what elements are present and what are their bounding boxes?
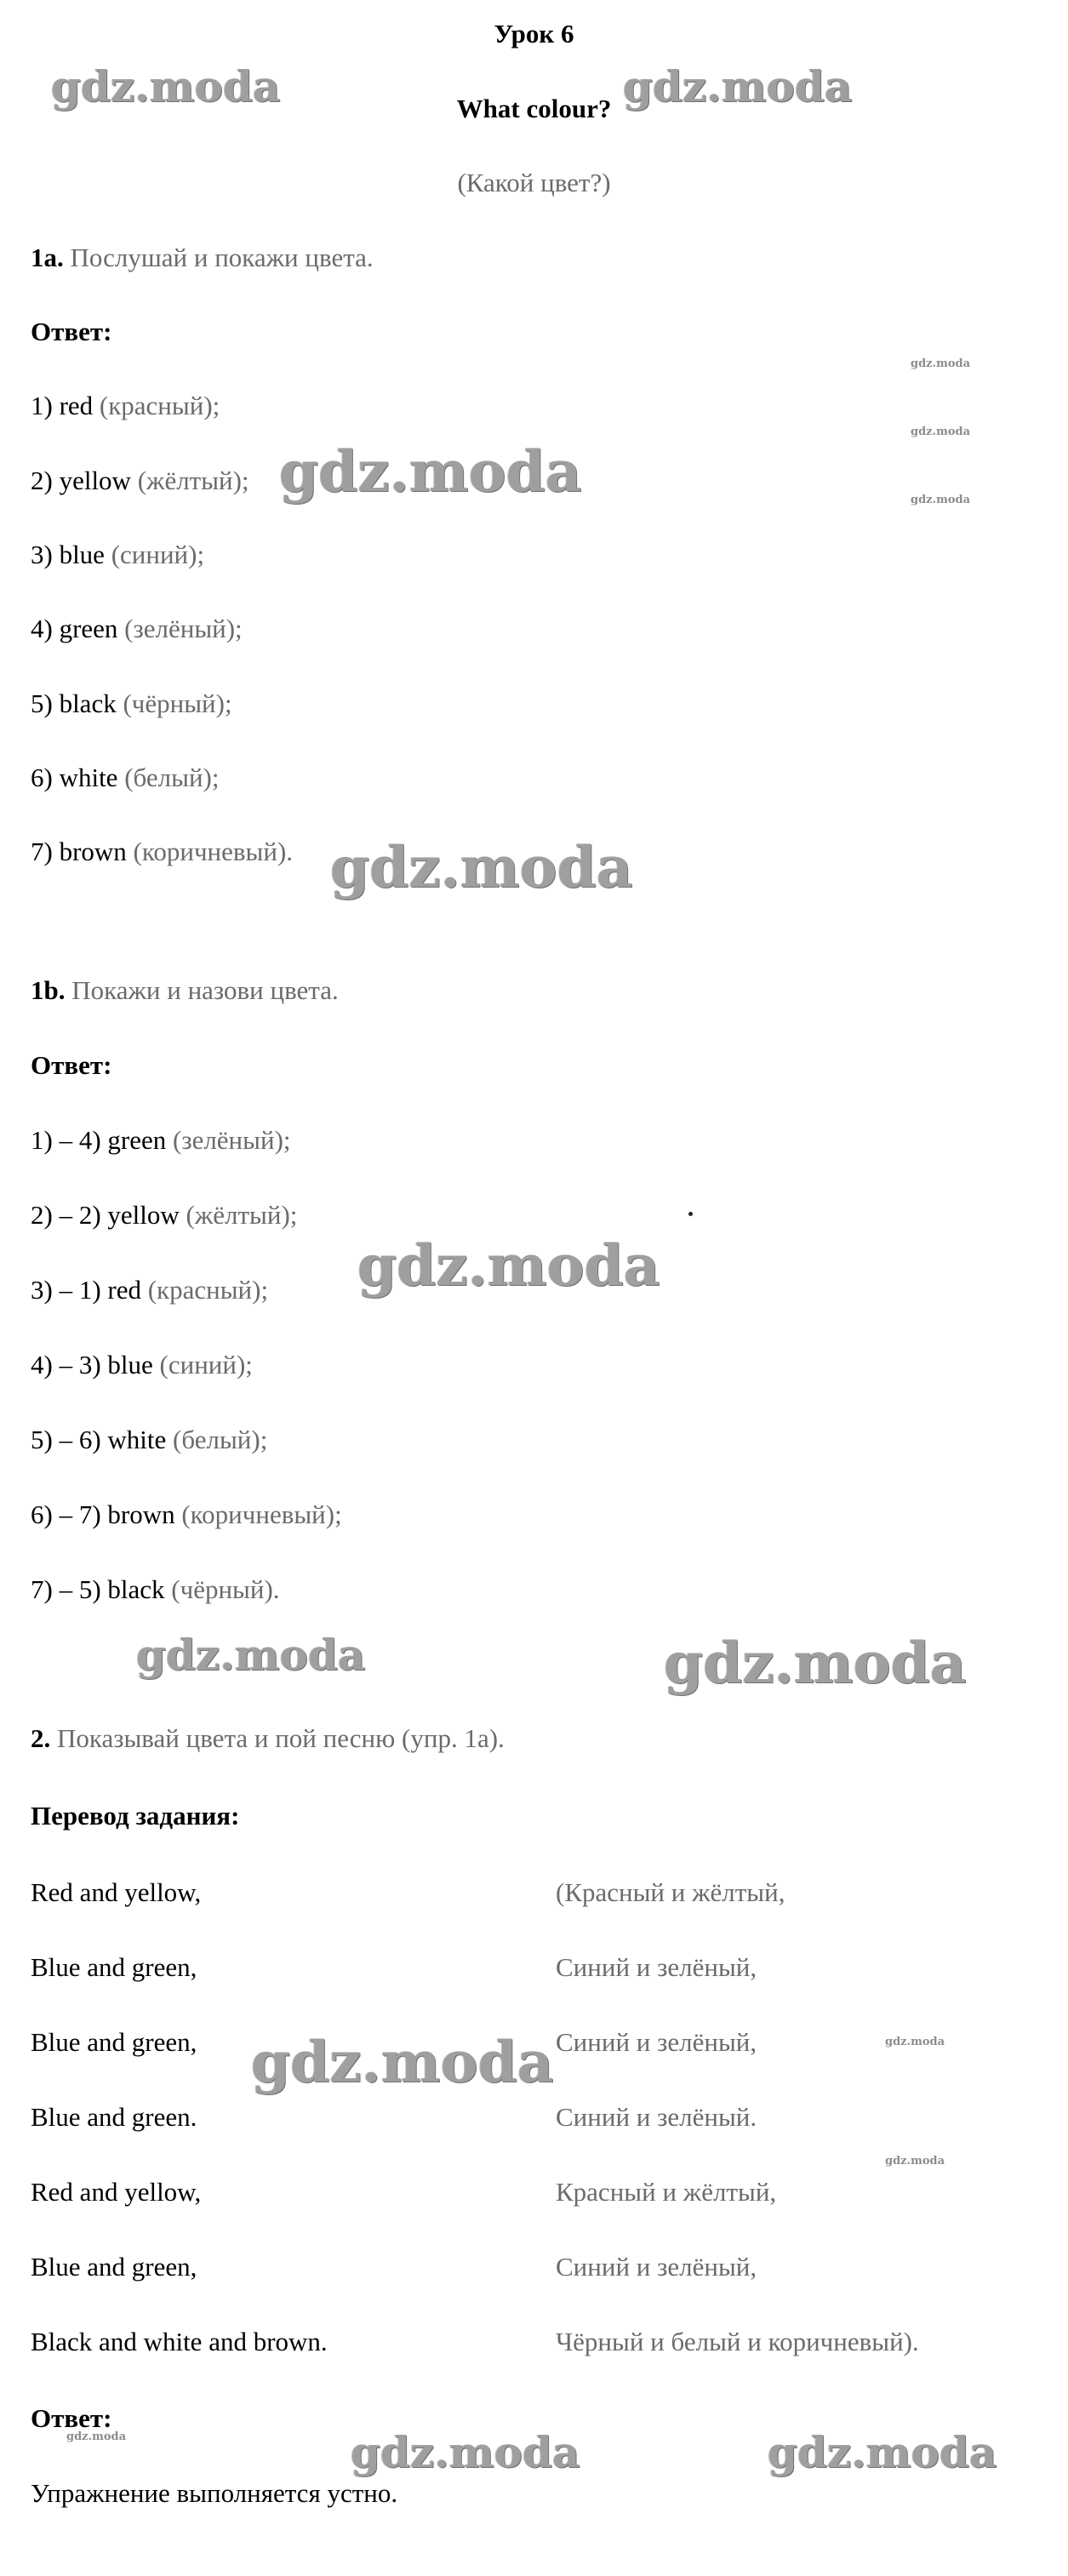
watermark-logo: gdz.moda bbox=[911, 494, 971, 506]
ex1b-item-en: 1) – 4) green bbox=[31, 1125, 167, 1155]
ex1b-item bbox=[31, 1273, 268, 1307]
ex1a-item bbox=[31, 464, 249, 498]
ex1a-item bbox=[31, 761, 219, 795]
ex1b-item-en: 4) – 3) blue bbox=[31, 1350, 153, 1379]
ex1b-item bbox=[31, 1198, 297, 1232]
watermark-logo: gdz.moda bbox=[768, 2427, 997, 2477]
watermark-logo: gdz.moda bbox=[911, 426, 971, 438]
watermark-logo: gdz.moda bbox=[251, 2029, 554, 2095]
lesson-title: What colour? bbox=[456, 94, 612, 123]
ex1a-item-en: 2) yellow bbox=[31, 466, 131, 495]
ex1a-item-ru: (жёлтый); bbox=[137, 466, 249, 495]
ex1a-item bbox=[31, 687, 232, 721]
ex1b-item-ru: (зелёный); bbox=[173, 1125, 291, 1155]
ex1a-item-ru: (коричневый). bbox=[133, 837, 294, 866]
song-line-en: Black and white and brown. bbox=[31, 2327, 328, 2356]
ex2-heading bbox=[31, 1722, 505, 1756]
ex1b-item-ru: (жёлтый); bbox=[186, 1200, 298, 1230]
ex1b-item bbox=[31, 1423, 267, 1457]
song-line-ru: Синий и зелёный, bbox=[556, 1952, 757, 1982]
watermark-logo: gdz.moda bbox=[351, 2427, 580, 2477]
ex1a-item-ru: (синий); bbox=[111, 540, 205, 569]
watermark-logo: gdz.moda bbox=[66, 2430, 127, 2443]
ex1b-item-ru: (синий); bbox=[159, 1350, 253, 1379]
watermark-logo: gdz.moda bbox=[279, 438, 582, 505]
ex1b-item-ru: (белый); bbox=[173, 1425, 268, 1454]
scan-dot bbox=[688, 1212, 693, 1216]
watermark-logo: gdz.moda bbox=[51, 61, 281, 111]
song-line-ru: (Красный и жёлтый, bbox=[556, 1877, 785, 1907]
ex2-task: Показывай цвета и пой песню (упр. 1a). bbox=[57, 1723, 505, 1753]
song-line-en: Red and yellow, bbox=[31, 2177, 202, 2207]
song-line-ru: Синий и зелёный, bbox=[556, 2252, 757, 2282]
ex1b-item bbox=[31, 1123, 291, 1157]
ex1b-item bbox=[31, 1348, 253, 1382]
ex1b-heading bbox=[31, 974, 339, 1008]
ex1a-item-ru: (зелёный); bbox=[124, 614, 243, 643]
watermark-logo: gdz.moda bbox=[911, 357, 971, 370]
ex2-translation-label: Перевод задания: bbox=[31, 1801, 240, 1831]
song-line-ru: Синий и зелёный. bbox=[556, 2102, 757, 2132]
song-line-ru: Синий и зелёный, bbox=[556, 2027, 757, 2057]
ex1a-item-en: 7) brown bbox=[31, 837, 127, 866]
watermark-logo: gdz.moda bbox=[664, 1630, 967, 1696]
ex1a-item bbox=[31, 835, 293, 869]
ex1a-item-en: 6) white bbox=[31, 763, 118, 792]
ex1b-item-en: 7) – 5) black bbox=[31, 1574, 165, 1604]
ex1b-item bbox=[31, 1573, 280, 1607]
ex1a-item-en: 1) red bbox=[31, 391, 94, 420]
lesson-number: Урок 6 bbox=[494, 19, 574, 49]
ex1a-item bbox=[31, 389, 220, 423]
ex2-answer-label: Ответ: bbox=[31, 2403, 112, 2433]
ex1b-item bbox=[31, 1498, 342, 1532]
ex1a-item-ru: (белый); bbox=[124, 763, 220, 792]
ex1a-item-en: 4) green bbox=[31, 614, 118, 643]
ex1b-item-en: 5) – 6) white bbox=[31, 1425, 167, 1454]
ex1b-item-ru: (красный); bbox=[147, 1275, 269, 1305]
ex1a-item-en: 5) black bbox=[31, 688, 117, 718]
ex1a-heading bbox=[31, 241, 374, 275]
ex1a-number: 1a. bbox=[31, 243, 64, 272]
song-line-en: Blue and green. bbox=[31, 2102, 197, 2132]
song-line-en: Blue and green, bbox=[31, 2027, 197, 2057]
song-line-en: Red and yellow, bbox=[31, 1877, 202, 1907]
watermark-logo: gdz.moda bbox=[136, 1630, 366, 1680]
ex1a-answer-label: Ответ: bbox=[31, 317, 112, 346]
song-line-en: Blue and green, bbox=[31, 2252, 197, 2282]
ex1a-item bbox=[31, 612, 243, 646]
song-line-ru: Красный и жёлтый, bbox=[556, 2177, 777, 2207]
song-line-en: Blue and green, bbox=[31, 1952, 197, 1982]
watermark-logo: gdz.moda bbox=[885, 2155, 945, 2168]
ex1b-item-en: 2) – 2) yellow bbox=[31, 1200, 180, 1230]
ex1b-task: Покажи и назови цвета. bbox=[71, 975, 339, 1005]
ex1b-item-en: 3) – 1) red bbox=[31, 1275, 141, 1305]
lesson-subtitle: (Какой цвет?) bbox=[457, 168, 611, 197]
ex1a-item-en: 3) blue bbox=[31, 540, 105, 569]
ex1b-answer-label: Ответ: bbox=[31, 1050, 112, 1080]
ex1a-task: Послушай и покажи цвета. bbox=[70, 243, 374, 272]
watermark-logo: gdz.moda bbox=[330, 834, 633, 900]
ex1b-item-ru: (коричневый); bbox=[181, 1499, 342, 1529]
ex1b-item-ru: (чёрный). bbox=[171, 1574, 280, 1604]
ex1b-item-en: 6) – 7) brown bbox=[31, 1499, 175, 1529]
ex1b-number: 1b. bbox=[31, 975, 66, 1005]
ex1a-item bbox=[31, 538, 204, 572]
ex1a-item-ru: (чёрный); bbox=[123, 688, 232, 718]
ex2-number: 2. bbox=[31, 1723, 51, 1753]
watermark-logo: gdz.moda bbox=[885, 2036, 945, 2048]
watermark-logo: gdz.moda bbox=[623, 61, 853, 111]
watermark-logo: gdz.moda bbox=[357, 1232, 660, 1299]
song-line-ru: Чёрный и белый и коричневый). bbox=[556, 2327, 919, 2356]
ex1a-item-ru: (красный); bbox=[99, 391, 220, 420]
ex2-answer-text: Упражнение выполняется устно. bbox=[31, 2478, 398, 2508]
